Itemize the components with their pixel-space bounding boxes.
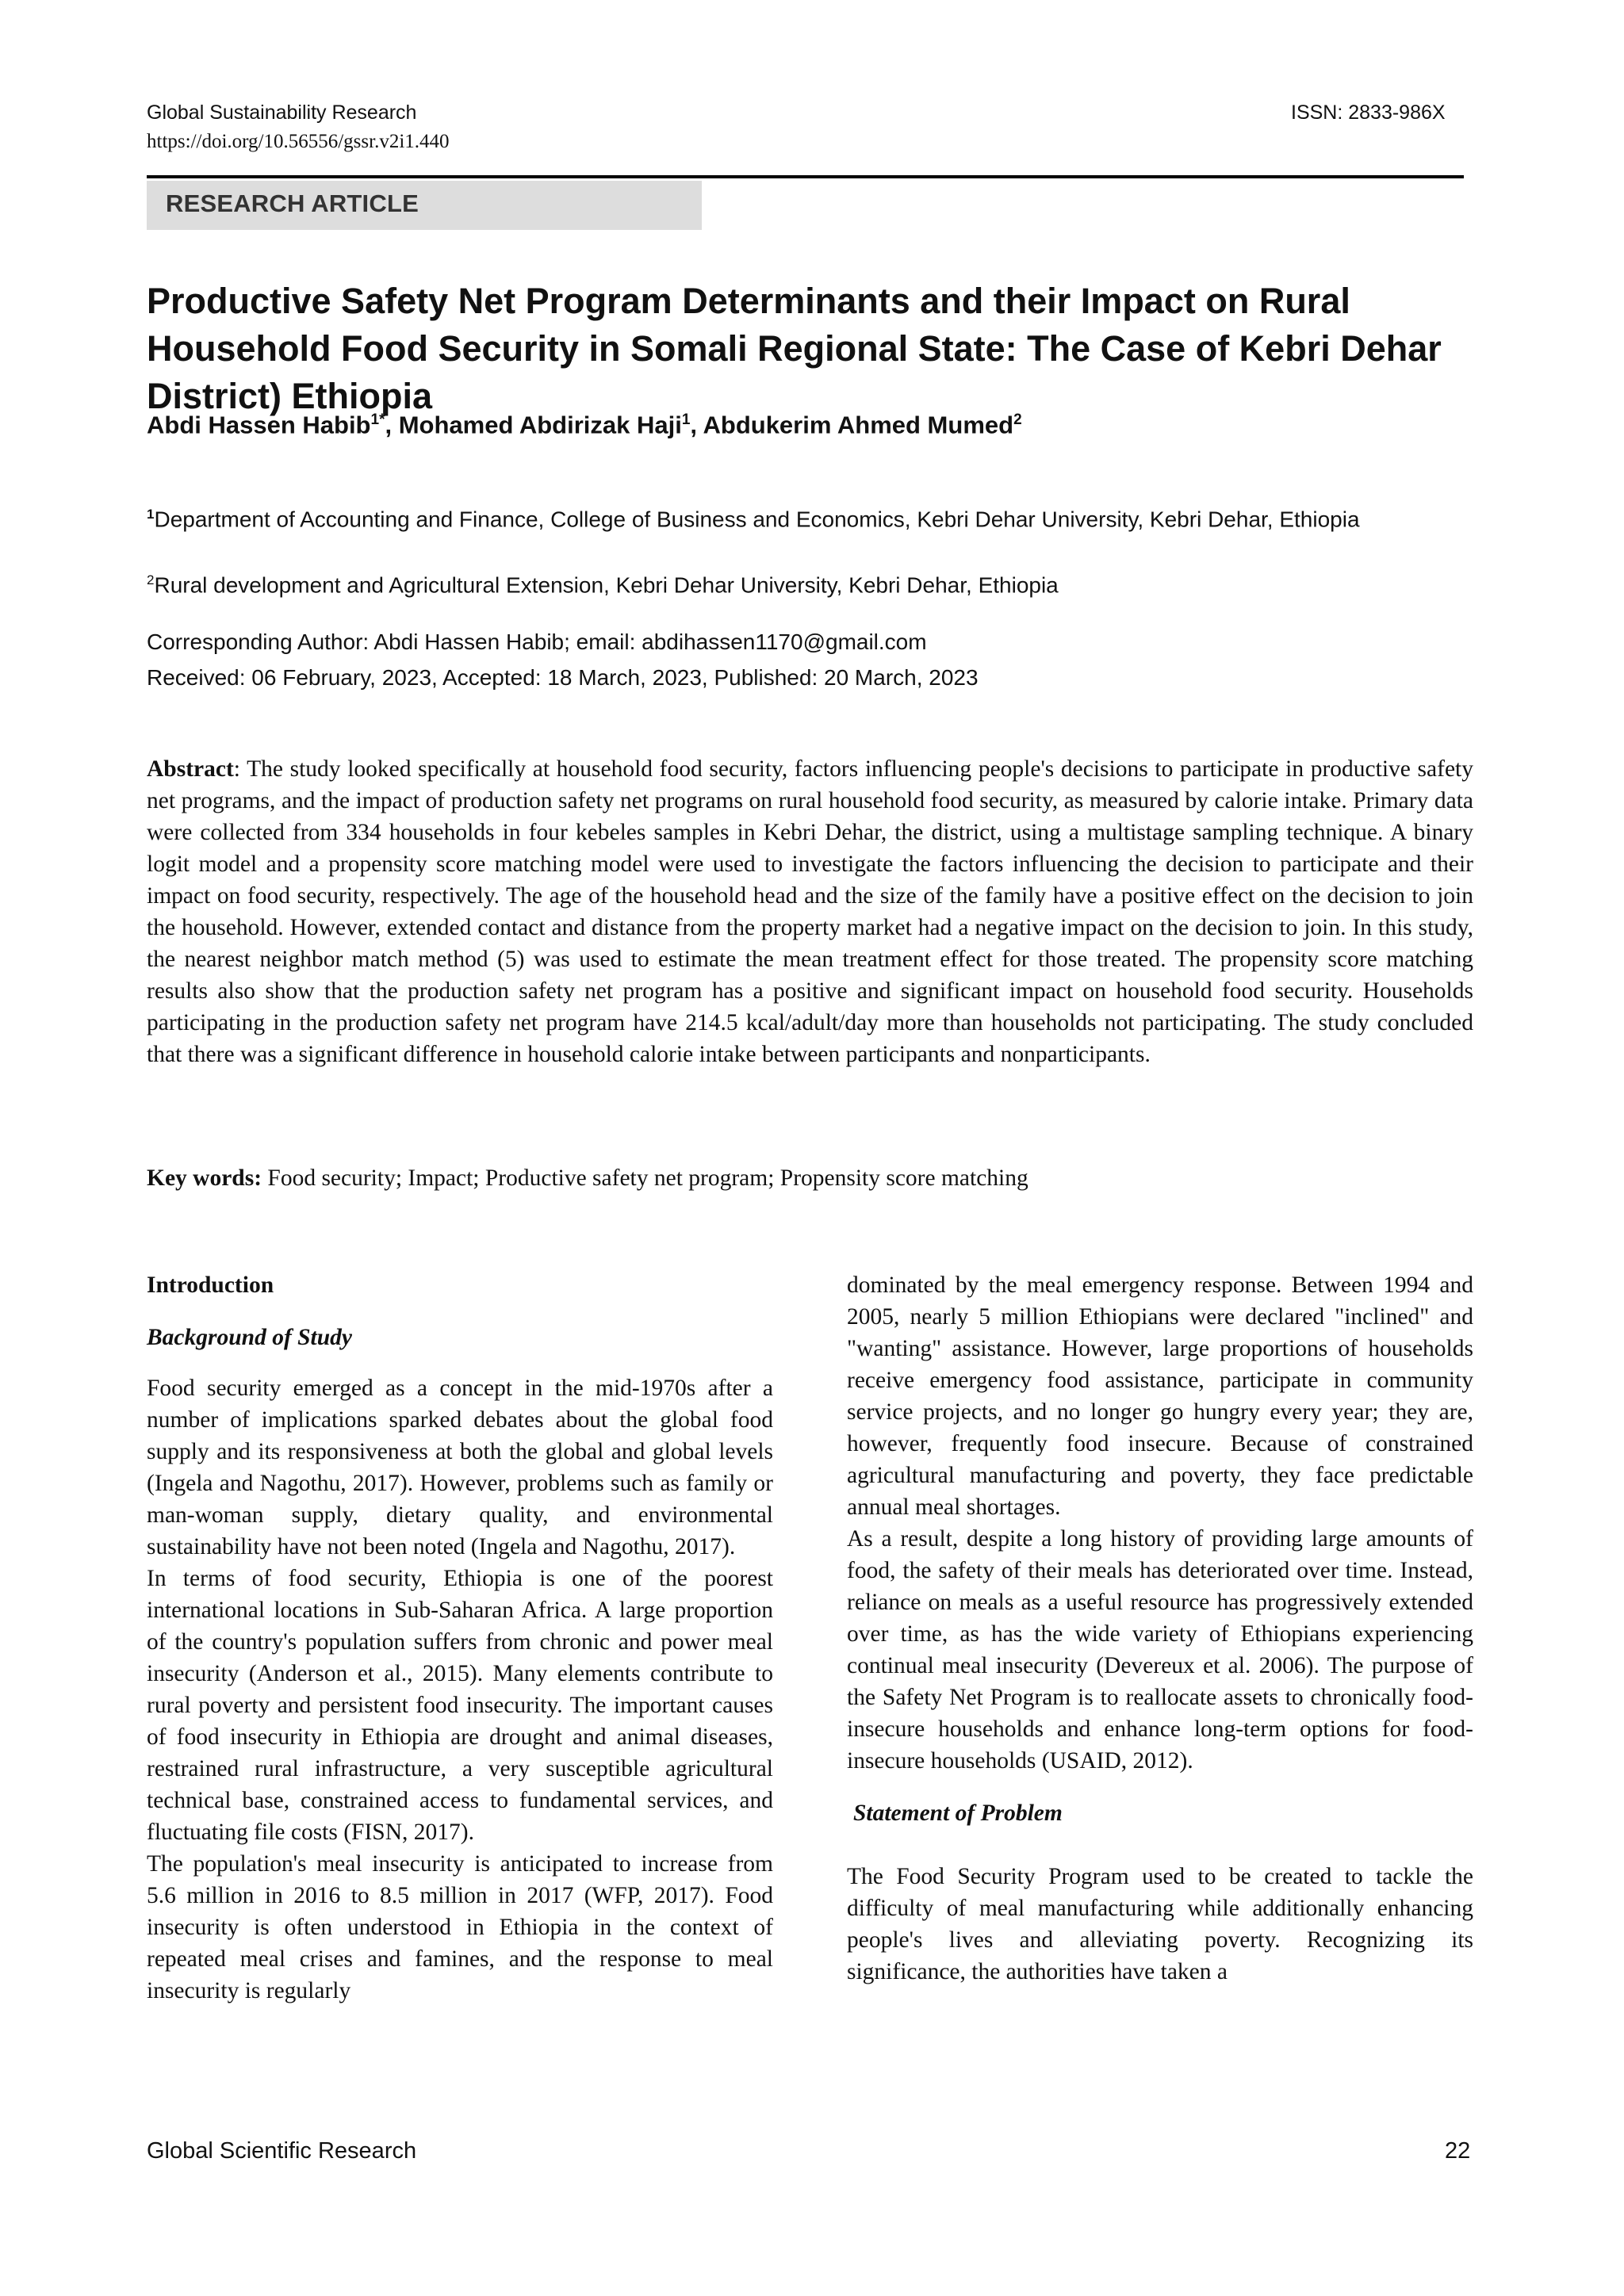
paragraph: The Food Security Program used to be created to tackle the difficulty of meal manufacturing while additionally enhancing people's lives and alleviating poverty. Recognizing its significance, the authorities have taken a [847,1864,1473,1984]
affiliation-1-number: 1 [147,507,155,522]
paper-title: Productive Safety Net Program Determinants and their Impact on Rural Household Food Security in Somali Regional State: The Case of Kebri Dehar District) Ethiopia [147,281,1442,416]
journal-name: Global Sustainability Research [147,101,417,124]
affiliation-2-text: Rural development and Agricultural Extension, Kebri Dehar University, Kebri Dehar, Ethiopia [154,572,1059,598]
header-rule [147,175,1464,178]
keywords [147,1162,1473,1194]
author-3-affil: 2 [1013,411,1022,428]
keywords-label: Key words: [147,1165,262,1191]
paragraph: In terms of food security, Ethiopia is one of the poorest international locations in Sub-Saharan Africa. A large proportion of the country's population suffers from chronic and power meal insecurity (Anderson et al., 2015). Many elements contribute to rural poverty and persistent food insecurity. The important causes of food insecurity in Ethiopia are drought and animal diseases, restrained rural infrastructure, a very susceptible agricultural technical base, constrained access to fundamental services, and fluctuating file costs (FISN, 2017). [147,1566,773,1845]
paragraph: As a result, despite a long history of providing large amounts of food, the safety of their meals has deteriorated over time. Instead, reliance on meals as a useful resource has progressively extended over time, as has the wide variety of Ethiopians experiencing continual meal insecurity (Devereux et al. 2006). The purpose of the Safety Net Program is to reallocate assets to chronically food-insecure households and enhance long-term options for food-insecure households (USAID, 2012). [847,1526,1473,1774]
keywords-text: Food security; Impact; Productive safety net program; Propensity score matching [262,1165,1028,1191]
author-1: Abdi Hassen Habib [147,411,371,439]
page-number: 22 [1445,2138,1471,2164]
affiliation-2 [147,564,1473,602]
abstract-text: : The study looked specifically at household food security, factors influencing people's decisions to participate in productive safety net programs, and the impact of production safety net programs on rural household food security, as measured by calorie intake. Primary data were collected from 334 households in four kebeles samples in Kebri Dehar, the district, using a multistage sampling technique. A binary logit model and a propensity score matching model were used to investigate the factors influencing the decision to participate and their impact on food security, respectively. The age of the household head and the size of the family have a positive effect on the decision to join the household. However, extended contact and distance from the property market had a negative impact on the decision to join. In this study, the nearest neighbor match method (5) was used to estimate the mean treatment effect for those treated. The propensity score matching results also show that the production safety net program has a positive and significant impact on household food security. Households participating in the production safety net program have 214.5 kcal/adult/day more than households not participating. The study concluded that there was a significant difference in household calorie intake between participants and nonparticipants. [147,756,1473,1067]
subsection-heading-background: Background of Study [147,1325,352,1350]
author-1-affil: 1* [370,411,385,428]
publication-dates: Received: 06 February, 2023, Accepted: 18 March, 2023, Published: 20 March, 2023 [147,665,979,690]
affiliation-1 [147,498,1473,536]
doi-link[interactable]: https://doi.org/10.56556/gssr.v2i1.440 [147,131,450,152]
affiliation-1-text: Department of Accounting and Finance, College of Business and Economics, Kebri Dehar University, Kebri Dehar, Ethiopia [154,507,1360,532]
author-3: Abdukerim Ahmed Mumed [703,411,1014,439]
article-type-banner [147,181,702,230]
abstract [147,753,1473,1070]
footer-publisher: Global Scientific Research [147,2138,417,2164]
issn: ISSN: 2833-986X [1291,101,1446,124]
corresponding-author: Corresponding Author: Abdi Hassen Habib; email: abdihassen1170@gmail.com [147,629,927,654]
subsection-heading-problem: Statement of Problem [853,1800,1063,1826]
left-column [147,1269,773,2007]
author-2: Mohamed Abdirizak Haji [398,411,682,439]
abstract-label: Abstract [147,756,234,782]
author-2-affil: 1 [681,411,691,428]
right-column [847,1269,1473,1988]
paragraph: The population's meal insecurity is anticipated to increase from 5.6 million in 2016 to 8.5 million in 2017 (WFP, 2017). Food insecurity is often understood in Ethiopia in the context of repeated meal crises and famines, and the response to meal insecurity is regularly [147,1851,773,2003]
author-list: Abdi Hassen Habib$^{1*}$, Mohamed Abdirizak Haji$^1$, Abdukerim Ahmed Mumed$^2$ [147,411,1022,439]
paragraph: dominated by the meal emergency response. Between 1994 and 2005, nearly 5 million Ethiopians were declared "inclined" and "wanting" assistance. However, large proportions of households receive emergency food assistance, participate in community service projects, and no longer go hungry every year; they are, however, frequently food insecure. Because of constrained agricultural manufacturing and poverty, they face predictable annual meal shortages. [847,1272,1473,1520]
article-type-label: RESEARCH ARTICLE [166,189,419,217]
paragraph: Food security emerged as a concept in the mid-1970s after a number of implications sparked debates about the global food supply and its responsiveness at both the global and global levels (Ingela and Nagothu, 2017). However, problems such as family or man-woman supply, dietary quality, and environmental sustainability have not been noted (Ingela and Nagothu, 2017). [147,1376,773,1559]
section-heading-introduction: Introduction [147,1272,274,1298]
affiliation-2-number: 2 [147,572,155,587]
